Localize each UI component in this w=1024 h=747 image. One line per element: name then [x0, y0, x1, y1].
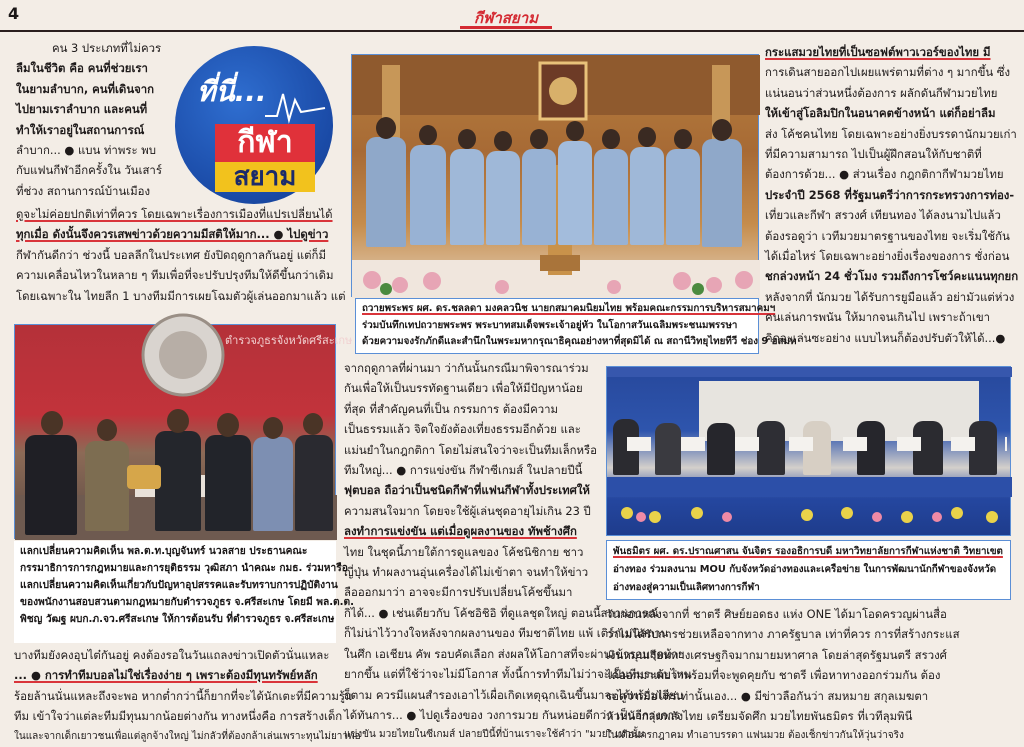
text-line: ลำบาก... ● แบน ท่าพระ พบ [16, 143, 156, 158]
caption-line: อ่างทอง ร่วมลงนาม MOU กับจังหวัดอ่างทองและเครือข่าย ในการพัฒนานักกีฬาของจังหวัด [613, 563, 997, 575]
text-line: หลังจากที่ นักมวย ได้รับการยูมือแล้ว อย่ามัวแต่ห่วง [765, 289, 1015, 304]
text-line: ที่ช่วง สถานการณ์บ้านเมือง [16, 183, 151, 198]
text-line: ชกล่วงหน้า 24 ชั่วโมง รวมถึงการโชว์คะแนนทุกยก [765, 269, 1019, 284]
text-line: ส่ง โค้ชคนไทย โดยเฉพาะอย่างยิ่งบรรดานักมวยเก่า [765, 126, 1017, 141]
caption-line: อ่างทองสู่ความเป็นเลิศทางการกีฬา [613, 581, 760, 593]
text-line: ดูจะไม่ค่อยปกติเท่าที่ควร โดยเฉพาะเรื่องการเมืองที่แปรเปลี่ยนได้ [16, 207, 333, 221]
text-line: ไปยามเราลำบาก และคนที่ [16, 102, 148, 117]
gift-basket [127, 465, 161, 489]
text-line: ว่าไม่ได้รับการช่วยเหลือจากทาง ภาครัฐบาล เท่าที่ควร การที่สร้างกระแส [606, 627, 960, 642]
left-column-top [16, 38, 174, 201]
caption-police-meeting [14, 541, 355, 643]
pulse-line-icon [265, 86, 325, 126]
caption-line: ร่วมบันทึกเทปถวายพระพร พระบาทสมเด็จพระเจ้าอยู่หัว ในโอกาสวันเฉลิมพระชนมพรรษา [362, 319, 738, 331]
text-line: ในและจากเด็กเยาวชนเพื่อแต่ลูกจ้างใหญ่ ไม่กลัวที่ต้องกล้าเล่นเพราะทุนไม่ยาวพอ [14, 730, 361, 742]
column-logo [175, 46, 333, 204]
text-line: คน 3 ประเภทที่ไม่ควร [52, 41, 162, 55]
middle-column [344, 358, 602, 603]
text-line: ให้เข้าสู่โอลิมปิกในอนาคตข้างหน้า แต่ก็อย่าลืม [765, 106, 996, 121]
text-line: ลงทำการแข่งขัน แต่เมื่อดูผลงานของ ทัพช้างศึก [344, 524, 577, 539]
left-column-bottom [14, 645, 361, 747]
text-line: กระแสมวยไทยที่เป็นซอฟต์พาวเวอร์ของไทย มี [765, 45, 991, 59]
text-line: ทีม เข้าใจว่าแต่ละทีมมีทุนมากน้อยต่างกัน ทางหนึ่งคือ การสร้างเด็ก [14, 709, 343, 724]
text-line: ความสนใจมาก โดยจะใช้ผู้เล่นชุดอายุไม่เกิน 23 ปี [344, 503, 591, 518]
text-line: ทำให้เราอยู่ในสถานการณ์ [16, 122, 145, 137]
text-line: บางทีมยังคงอุบไต๋กันอยู่ คงต้องรอในวันแถลงข่าวเปิดตัวนั่นแหละ [14, 648, 330, 662]
section-masthead: กีฬาสยาม [460, 7, 552, 29]
text-line: เงินหมุนเวียนทางเศรษฐกิจมากมายมหาศาล โดยล่าสุดรัฐมนตรี สรวงศ์ [606, 647, 947, 662]
caption-royal-ceremony [355, 298, 797, 354]
caption-line: ของพนักงานสอบสวนตามกฎหมายกับตำรวจภูธร จ.ศรีสะเกษ โดยมี พล.ต.ต. [20, 597, 355, 608]
text-line: ได้เมื่อไหร่ โดยเฉพาะอย่างยิ่งเรื่องของการ ชั่งก่อน [765, 249, 1010, 264]
text-line: ต้องรอดูว่า เวทีมวยมาตรฐานของไทย จะเริ่มใช้กัน [765, 228, 1010, 243]
text-line: ที่สุด ที่สำคัญคนที่เป็น กรรมการ ต้องมีความ [344, 401, 559, 416]
text-line: ร้อยล้านนั่นแหละถึงจะพอ หากต่ำกว่านี้ก็ยากที่จะได้นักเตะที่มีความรู้ม [14, 688, 353, 703]
text-line: ทีมใหญ่... ● การแข่งขัน กีฬาซีเกมส์ ในปลายปีนี้ [344, 463, 583, 478]
text-line: คนเล่นการพนัน ให้มากจนเกินไป เพราะถ้าเขา [765, 310, 991, 325]
text-line: การเดินสายออกไปเผยแพร่ตามที่ต่าง ๆ มากขึ้น ซึ่ง [765, 65, 1011, 80]
caption-line: แลกเปลี่ยนความคิดเห็นเกี่ยวกับปัญหาอุปสรรคและรับทราบการปฏิบัติงาน [20, 580, 338, 591]
text-line: ... ● การทำทีมบอลไม่ใช่เรื่องง่าย ๆ เพราะต้องมีทุนทรัพย์หลัก [14, 668, 318, 683]
signed-documents [627, 437, 1007, 451]
caption-line: กรรมาธิการการกฎหมายและการยุติธรรม วุฒิสภา นำคณะ กมธ. ร่วมหารือ [20, 563, 348, 574]
caption-line: ด้วยความจงรักภักดีและสำนึกในพระมหากรุณาธิคุณอย่างหาที่สุดมิได้ ณ สถานีวิทยุไทยทีวี ช่อง 9 อสมท [362, 336, 797, 348]
text-line: ก็ตาม ควรมีแผนสำรองเอาไว้เผื่อเกิดเหตุฉุกเฉินขึ้นมาจะได้พร้อมเสียบ [344, 687, 683, 702]
text-line: ยากขึ้น แต่ที่ใช้ว่าจะไม่มีโอกาส ทั้งนี้การทำทีมไม่ว่าจะเป็นทีมระดับไหน [344, 667, 692, 682]
page-number: 4 [8, 4, 20, 23]
text-line: ในยามลำบาก, คนที่เดินจาก [16, 81, 155, 96]
text-line: หัวหน้ากลุ่มพลังไทย เตรียมจัดศึก มวยไทยพันธมิตร ที่เวทีลุมพินี [606, 709, 913, 724]
caption-line: ถวายพระพร ผศ. ดร.ชลลดา มงคลวนิช นายกสมาคมนิยมไทย พร้อมคณะกรรมการบริหารสมาคมฯ [362, 303, 776, 314]
text-line: ได้ออกมาเผยว่าพร้อมที่จะพูดคุยกับ ชาตรี เพื่อหาทางออกร่วมกัน ต้อง [606, 668, 941, 683]
text-line: ประจำปี 2568 ที่รัฐมนตรีว่าการกระทรวงการท่อง- [765, 187, 1015, 202]
text-line: แข่งขัน มวยไทยในซีเกมส์ ปลายปีนี้ที่บ้านเราจะใช้คำว่า "มวย" เท่านั้น [344, 729, 645, 741]
wall-sign: ตำรวจภูธรจังหวัดศรีสะเกษ [225, 334, 353, 347]
text-line: จากฤดูกาลที่ผ่านมา ว่ากันนั้นกรณีมาพิจารณาร่วม [344, 361, 589, 375]
text-line: รอดูว่าเมื่อไหร่เท่านั้นเอง... ● มีข่าวลือกันว่า สมหมาย สกุลเมฆตา [606, 688, 929, 703]
text-line: กีฬากันดีกว่า ช่วงนี้ บอลลีกในประเทศ ยังปิดฤดูกาลกันอยู่ แต่ก็มี [16, 247, 326, 262]
right-column-top [765, 42, 1017, 348]
logo-line-2: กีฬา [215, 124, 315, 162]
text-line: กับแฟนกีฬาอีกครั้งใน วันเสาร์ [16, 163, 162, 178]
photo-royal-ceremony [351, 54, 759, 297]
caption-line: พิชญ วัฒฐ ผบก.ภ.จว.ศรีสะเกษ ให้การต้อนรับ ที่ตำรวจภูธร จ.ศรีสะเกษ [20, 614, 335, 625]
text-line: แน่นอนว่าส่วนหนึ่งต้องการ ผลักดันกีฬามวยไทย [765, 85, 998, 100]
text-line: ไทย ในชุดนี้ภายใต้การดูแลของ โค้ชนิชิกาย ชาว [344, 544, 584, 559]
text-line: โดยเฉพาะใน ไทยลีก 1 บางทีมมีการเผยโฉมตัวผู้เล่นออกมาแล้ว แต่ [16, 288, 346, 303]
text-line: ต้องการด้วย... ● ส่วนเรื่อง กฎกติกากีฬามวยไทย [765, 167, 1004, 182]
text-line: เที่ยวและกีฬา สรวงศ์ เทียนทอง ได้ลงนามไปแล้ว [765, 208, 1001, 223]
text-line: กันเพื่อให้เป็นบรรทัดฐานเดียว เพื่อให้มีปัญหาน้อย [344, 381, 583, 396]
text-line: คิดจะเล่นซะอย่าง แบบไหนก็ต้องปรับตัวให้ได้...● [765, 330, 1006, 345]
middle-wide-text [344, 603, 692, 746]
left-column-wide [16, 204, 346, 306]
text-line: ได้ทันการ... ● ไปดูเรื่องของ วงการมวย กันหน่อยดีกว่า เป็นอีกวงการ [344, 708, 681, 723]
photo-mou-signing [606, 366, 1011, 536]
text-line: ลือออกมาว่า อาจจะมีการปรับเปลี่ยนโค้ชขึ้นมา [344, 585, 573, 600]
text-line: ที่มีความสามารถ ไปเป็นผู้ฝึกสอนให้กับชาติที่ [765, 147, 982, 162]
text-line: กิได้... ● เช่นเดียวกับ โค้ชอิชิอิ ที่ดูแลชุดใหญ่ ตอนนี้สถานการณ์ [344, 606, 659, 620]
logo-line-1: ที่นี่... [197, 75, 267, 108]
text-line: ความเคลื่อนไหวในหลาย ๆ ทีมเพื่อที่จะปรับปรุงทีมให้ดีขึ้นกว่าเดิม [16, 268, 334, 283]
text-line: ในเดือนกรกฎาคม ทำเอาบรรดา แฟนมวย ต้องเช็กข่าวกันให้วุ่นว่าจริง [606, 730, 904, 742]
text-line: ญี่ปุ่น ทำผลงานอุ่นเครื่องได้ไม่เข้าตา จนทำให้ข่าว [344, 565, 589, 580]
text-line: ลืมในชีวิต คือ คนที่ช่วยเรา [16, 61, 148, 76]
text-line: เป็นธรรมแล้ว จิตใจยังต้องเที่ยงธรรมอีกด้วย และ [344, 422, 581, 437]
text-line: ทุกเมื่อ ดังนั้นจึงควรเสพข่าวด้วยความมีสติให้มาก... ● ไปดูข่าว [16, 227, 329, 242]
photo-police-meeting [14, 324, 353, 539]
caption-line: พันธมิตร ผศ. ดร.ปราณศาสน จันจิตร รองอธิการบดี มหาวิทยาลัยการกีฬาแห่งชาติ วิทยาเขต [613, 546, 1003, 557]
header-rule [0, 30, 1024, 32]
right-column-bottom [606, 604, 1020, 747]
text-line: ก็ไม่น่าไว้วางใจหลังจากผลงานของ ทีมชาติไทย แพ้ เติร์กเมนิสถาน [344, 626, 669, 641]
logo-line-3: สยาม [215, 162, 315, 192]
text-line: ในศึก เอเชียน คัพ รอบคัดเลือก ส่งผลให้โอกาสที่จะผ่านเข้ารอบสุดท้าย [344, 646, 685, 661]
caption-line: แลกเปลี่ยนความคิดเห็น พล.ต.ท.บุญจันทร์ นวลสาย ประธานคณะ [20, 546, 308, 557]
text-line: วันก่อนหลังจากที่ ชาตรี ศิษย์ยอดธง แห่ง ONE ได้มาโอดครวญผ่านสื่อ [606, 607, 947, 621]
text-line: แม่นยำในกฎกติกา โดยไม่สนใจว่าจะเป็นทีมเล็กหรือ [344, 442, 597, 457]
caption-mou-signing [606, 540, 1011, 600]
text-line: ฟุตบอล ถือว่าเป็นชนิดกีฬาที่แฟนกีฬาทั้งประเทศให้ [344, 483, 590, 498]
